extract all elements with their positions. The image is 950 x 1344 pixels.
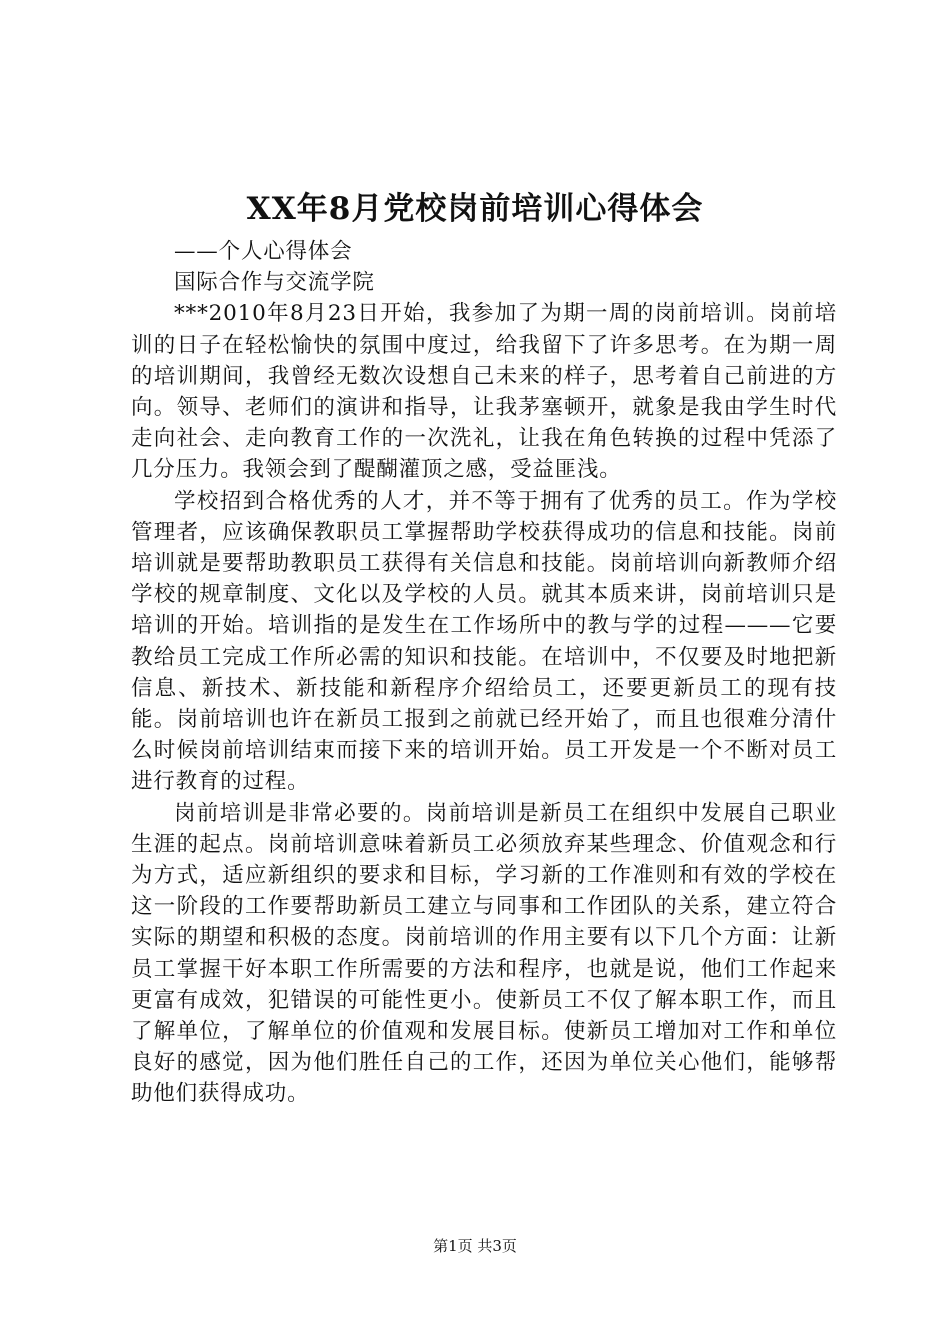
document-title: XX年8月党校岗前培训心得体会 [246,191,704,227]
paragraph-1: ***2010年8月23日开始，我参加了为期一周的岗前培训。岗前培训的日子在轻松愉快的氛围中度过，给我留下了许多思考。在为期一周的培训期间，我曾经无数次设想自己未来的样子，思考着自己前进的方向。领导、老师们的演讲和指导，让我茅塞顿开，就象是我由学生时代走向社会、走向教育工作的一次洗礼，让我在角色转换的过程中凭添了几分压力。我领会到了醍醐灌顶之感，受益匪浅。 [131,301,837,483]
paragraph-2: 学校招到合格优秀的人才，并不等于拥有了优秀的员工。作为学校管理者，应该确保教职员工掌握帮助学校获得成功的信息和技能。岗前培训就是要帮助教职员工获得有关信息和技能。岗前培训向新教师介绍学校的规章制度、文化以及学校的人员。就其本质来讲，岗前培训只是培训的开始。培训指的是发生在工作场所中的教与学的过程———它要教给员工完成工作所必需的知识和技能。在培训中，不仅要及时地把新信息、新技术、新技能和新程序介绍给员工，还要更新员工的现有技能。岗前培训也许在新员工报到之前就已经开始了，而且也很难分清什么时候岗前培训结束而接下来的培训开始。员工开发是一个不断对员工进行教育的过程。 [131,488,837,795]
document-body [131,236,837,1110]
paragraph-3: 岗前培训是非常必要的。岗前培训是新员工在组织中发展自己职业生涯的起点。岗前培训意味着新员工必须放弃某些理念、价值观念和行为方式，适应新组织的要求和目标，学习新的工作准则和有效的学校在这一阶段的工作要帮助新员工建立与同事和工作团队的关系，建立符合实际的期望和积极的态度。岗前培训的作用主要有以下几个方面：让新员工掌握干好本职工作所需要的方法和程序，也就是说，他们工作起来更富有成效，犯错误的可能性更小。使新员工不仅了解本职工作，而且了解单位，了解单位的价值观和发展目标。使新员工增加对工作和单位良好的感觉，因为他们胜任自己的工作，还因为单位关心他们，能够帮助他们获得成功。 [131,800,837,1107]
page-footer: 第1页 共3页 [433,1237,517,1255]
affiliation-line: 国际合作与交流学院 [174,270,375,296]
subtitle-line: ——个人心得体会 [174,239,353,264]
